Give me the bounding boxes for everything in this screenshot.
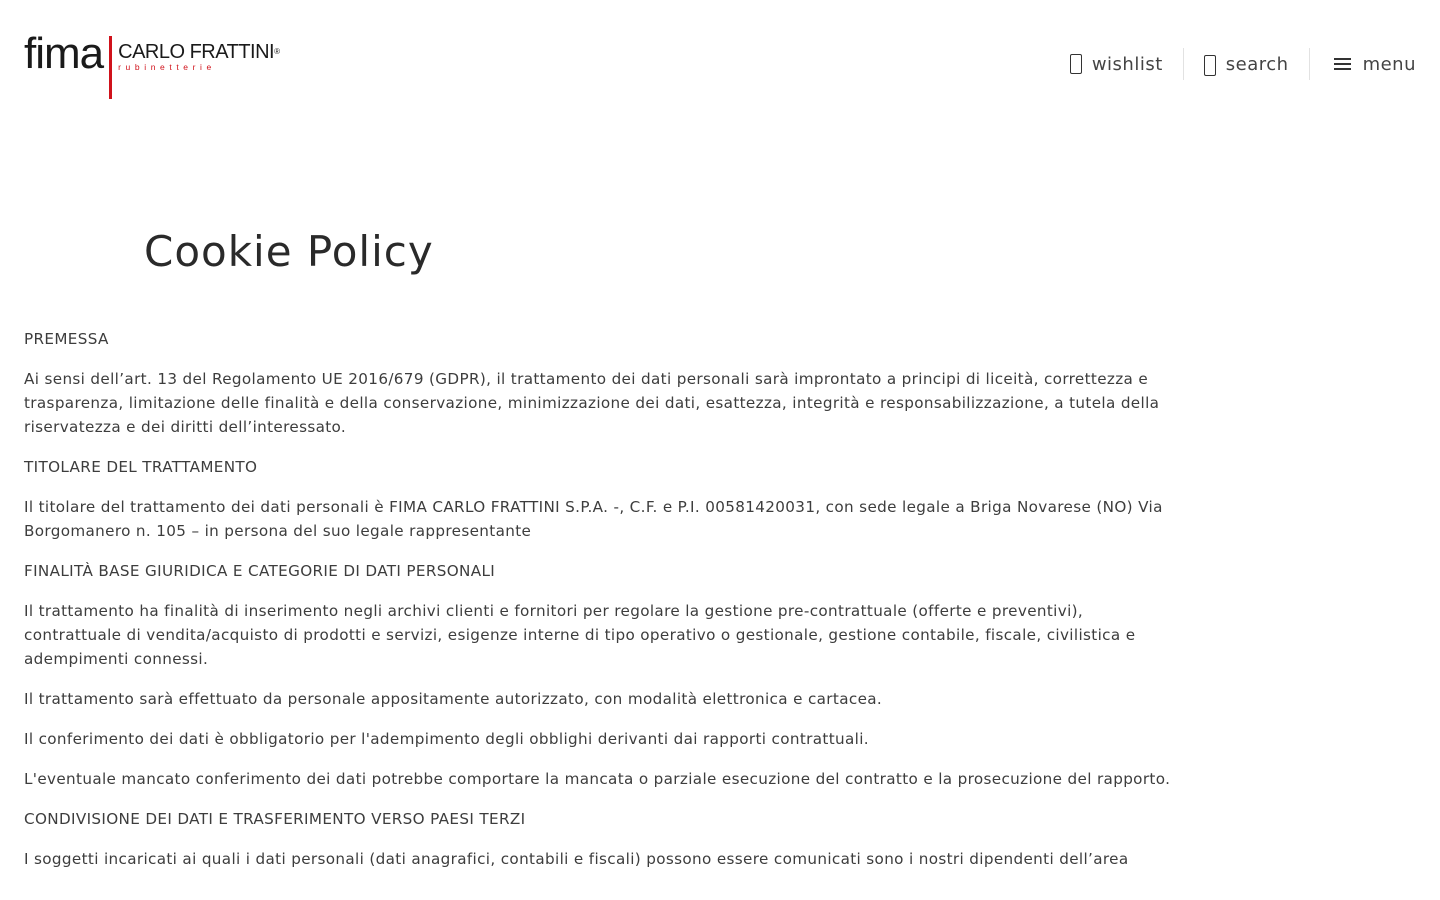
logo-brand-text [118, 42, 279, 62]
wishlist-button[interactable] [1070, 54, 1163, 75]
logo-subtitle: rubinetterie [118, 62, 216, 72]
menu-button[interactable] [1330, 54, 1416, 75]
logo-brand-name: CARLO FRATTINI [118, 41, 275, 63]
section-heading-finalita: FINALITÀ BASE GIURIDICA E CATEGORIE DI DATI PERSONALI [24, 562, 496, 580]
paragraph: Ai sensi dell’art. 13 del Regolamento UE 2016/679 (GDPR), il trattamento dei dati personali sarà improntato a principi di liceità, correttezza e trasparenza, limitazione delle finalità e della conservazione, minimizzazione dei dati, esattezza, integrità e responsabilizzazione, a tutela della riservatezza e dei diritti dell’interessato. [24, 370, 1160, 436]
search-label: search [1225, 53, 1289, 75]
wishlist-icon [1070, 54, 1082, 74]
policy-content [24, 327, 1174, 887]
paragraph: Il conferimento dei dati è obbligatorio per l'adempimento degli obblighi derivanti dai rapporti contrattuali. [24, 730, 869, 748]
search-icon [1204, 55, 1216, 76]
logo-right-block [118, 36, 279, 72]
paragraph: Il trattamento ha finalità di inserimento negli archivi clienti e fornitori per regolare la gestione pre-contrattuale (offerte e preventivi), contrattuale di vendita/acquisto di prodotti e servizi, esigenze interne di tipo operativo o gestionale, gestione contabile, fiscale, civilistica e adempimenti connessi. [24, 602, 1136, 668]
brand-logo[interactable] [24, 29, 280, 100]
site-header [0, 0, 1440, 120]
menu-label: menu [1362, 53, 1416, 75]
section-heading-condivisione: CONDIVISIONE DEI DATI E TRASFERIMENTO VERSO PAESI TERZI [24, 810, 526, 828]
paragraph: I soggetti incaricati ai quali i dati personali (dati anagrafici, contabili e fiscali) possono essere comunicati sono i nostri dipendenti dell’area [24, 850, 1129, 868]
logo-registered-mark: ® [274, 47, 280, 56]
search-button[interactable] [1204, 52, 1289, 76]
section-heading-premessa: PREMESSA [24, 330, 109, 348]
logo-red-bar [109, 36, 112, 99]
logo-fima-text: fima [24, 29, 104, 78]
paragraph: Il trattamento sarà effettuato da personale appositamente autorizzato, con modalità elettronica e cartacea. [24, 690, 883, 708]
paragraph: Il titolare del trattamento dei dati personali è FIMA CARLO FRATTINI S.P.A. -, C.F. e P.I. 00581420031, con sede legale a Briga Novarese (NO) Via Borgomanero n. 105 – in persona del suo legale rappresentante [24, 498, 1163, 540]
wishlist-label: wishlist [1091, 53, 1163, 75]
page-title: Cookie Policy [144, 227, 434, 276]
hamburger-icon [1334, 58, 1351, 70]
header-nav [1070, 48, 1416, 80]
paragraph: L'eventuale mancato conferimento dei dati potrebbe comportare la mancata o parziale esecuzione del contratto e la prosecuzione del rapporto. [24, 770, 1171, 788]
nav-divider [1309, 48, 1310, 80]
section-heading-titolare: TITOLARE DEL TRATTAMENTO [24, 458, 258, 476]
nav-divider [1183, 48, 1184, 80]
